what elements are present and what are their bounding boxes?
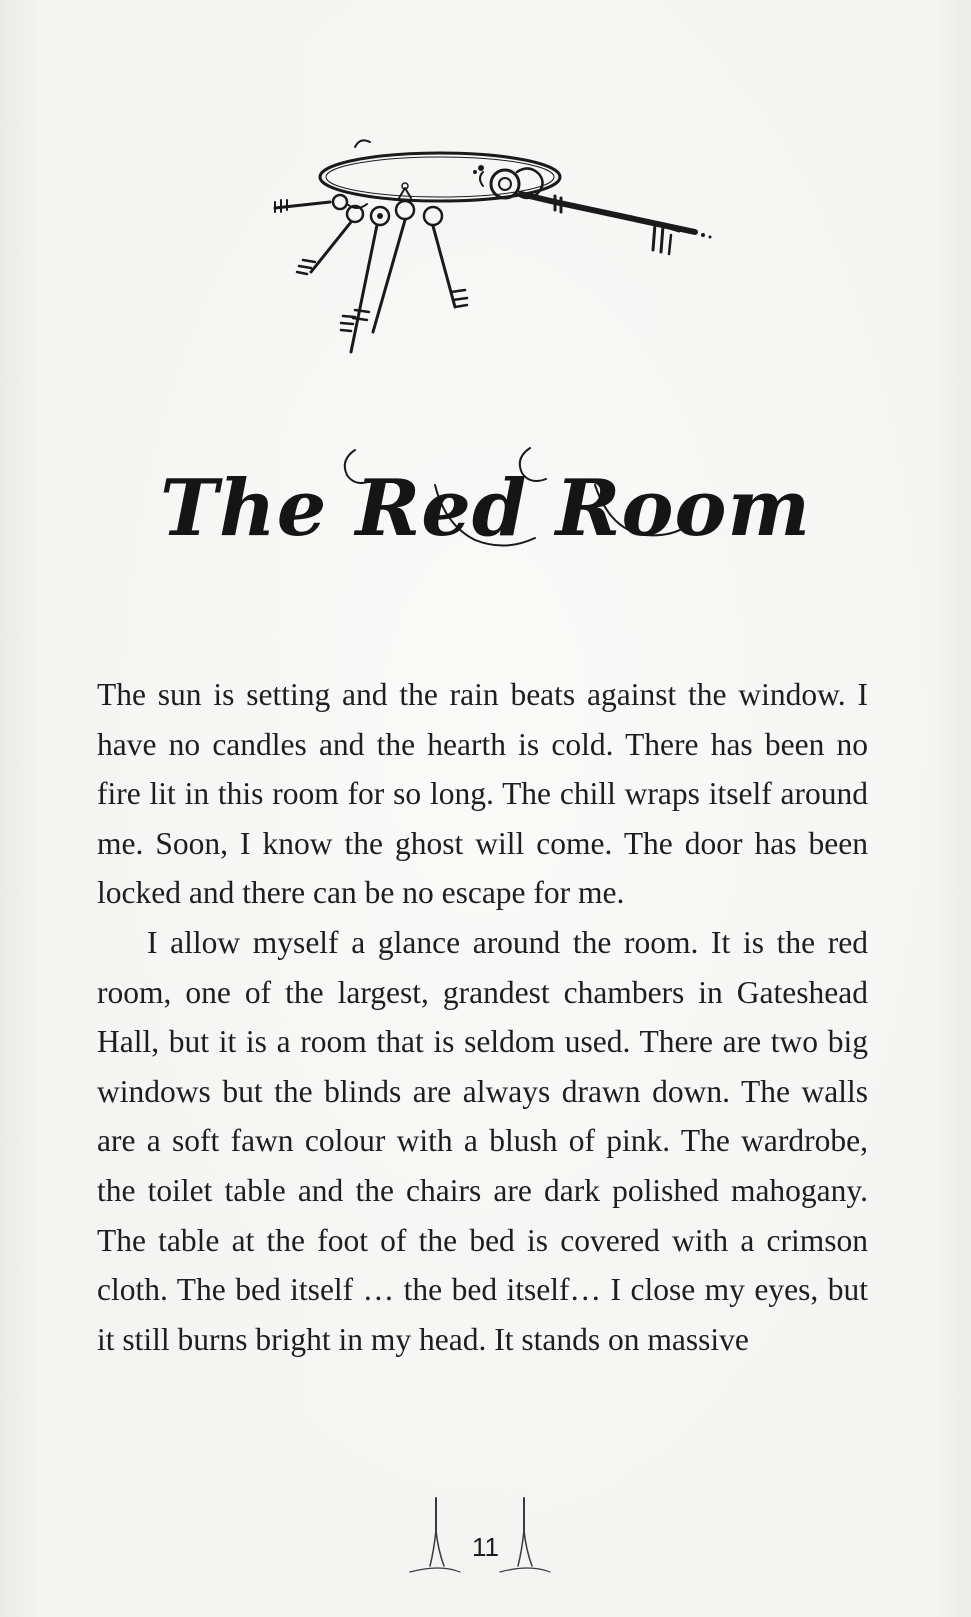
paragraph: I allow myself a glance around the room. It is the red room, one of the largest, grandest chambers in Gateshead Hall, but it is a room that is seldom used. There are two big windows but the blinds are always drawn down. The walls are a soft fawn colour with a blush of pink. The wardrobe, the toilet table and the chairs are dark polished mahogany. The table at the foot of the bed is covered with a crimson cloth. The bed itself … the bed itself… I close my eyes, but it still burns bright in my head. It stands on massive [97, 924, 868, 1357]
page-number: 11 [472, 1532, 499, 1562]
chapter-title: The Red Room [159, 463, 812, 555]
paragraph: The sun is setting and the rain beats against the window. I have no candles and the hearth is cold. There has been no fire lit in this room for so long. The chill wraps itself around me. Soon, I know the ghost will come. The door has been locked and there can be no escape for me. [97, 677, 868, 911]
chapter-body [97, 670, 868, 1364]
ring-of-keys-icon [255, 132, 725, 367]
